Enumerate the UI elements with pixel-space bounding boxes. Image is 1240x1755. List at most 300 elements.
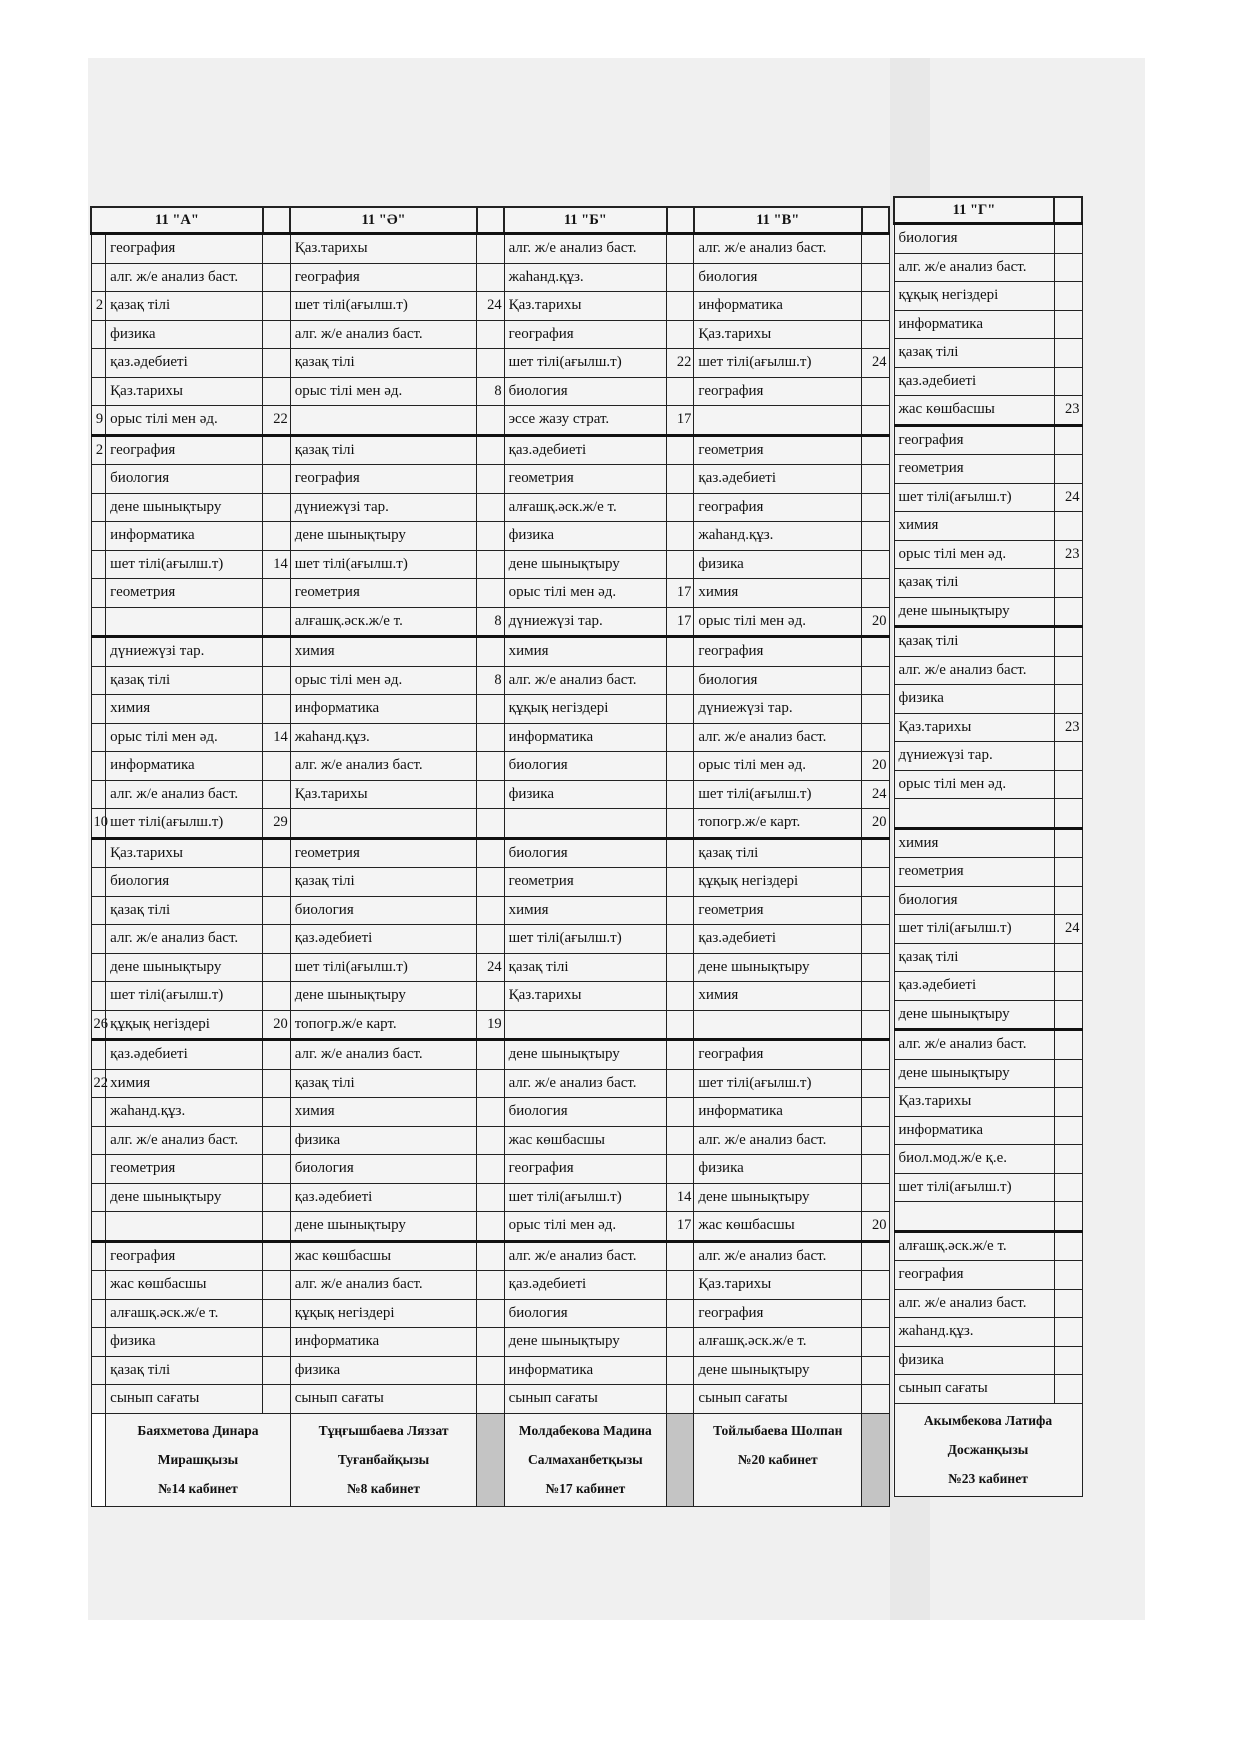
lesson-subject: алг. ж/е анализ баст. <box>894 1289 1054 1318</box>
lesson-room <box>862 522 889 551</box>
lesson-subject: дене шынықтыру <box>290 982 477 1011</box>
lesson-room <box>1054 1088 1082 1117</box>
lesson-room <box>667 1155 694 1184</box>
lesson-subject: алг. ж/е анализ баст. <box>694 1126 862 1155</box>
lesson-subject: алг. ж/е анализ баст. <box>106 780 263 809</box>
row-room-number <box>91 1328 106 1357</box>
lesson-room <box>263 982 290 1011</box>
lesson-subject: дене шынықтыру <box>504 550 667 579</box>
lesson-subject: құқық негіздері <box>504 695 667 724</box>
lesson-row <box>894 569 1082 598</box>
lesson-room <box>667 1098 694 1127</box>
lesson-subject: геометрия <box>106 579 263 608</box>
lesson-row <box>91 263 889 292</box>
lesson-subject <box>894 1202 1054 1232</box>
lesson-subject: информатика <box>106 752 263 781</box>
teacher-name-line: Акымбекова Латифа <box>923 1412 1053 1428</box>
lesson-subject: география <box>504 320 667 349</box>
row-room-number <box>91 1155 106 1184</box>
lesson-room <box>667 1069 694 1098</box>
lesson-subject: дене шынықтыру <box>504 1040 667 1070</box>
lesson-subject: дене шынықтыру <box>694 953 862 982</box>
lesson-room: 24 <box>862 780 889 809</box>
schedule-table-main <box>90 206 890 1507</box>
row-room-number <box>91 1040 106 1070</box>
lesson-subject: құқық негіздері <box>694 868 862 897</box>
lesson-subject: химия <box>290 1098 477 1127</box>
lesson-room <box>862 1299 889 1328</box>
lesson-room <box>862 868 889 897</box>
teacher-name-line: Молдабекова Мадина <box>518 1422 652 1438</box>
lesson-row <box>91 1126 889 1155</box>
lesson-room <box>862 1126 889 1155</box>
lesson-row <box>894 1318 1082 1347</box>
lesson-room <box>862 1328 889 1357</box>
lesson-room <box>667 377 694 406</box>
lesson-room <box>263 953 290 982</box>
lesson-subject: биология <box>290 1155 477 1184</box>
lesson-row <box>894 1173 1082 1202</box>
lesson-subject: құқық негіздері <box>106 1010 263 1040</box>
lesson-room: 17 <box>667 607 694 637</box>
lesson-row <box>91 1212 889 1242</box>
lesson-subject: сынып сағаты <box>694 1385 862 1414</box>
lesson-row <box>91 1385 889 1414</box>
lesson-subject: Қаз.тарихы <box>694 1271 862 1300</box>
lesson-subject: информатика <box>694 1098 862 1127</box>
lesson-room <box>862 465 889 494</box>
header-row <box>91 207 889 234</box>
lesson-room <box>263 1356 290 1385</box>
lesson-room <box>477 1069 504 1098</box>
lesson-room <box>263 579 290 608</box>
lesson-room: 24 <box>862 349 889 378</box>
lesson-row <box>91 1241 889 1271</box>
row-room-number <box>91 1271 106 1300</box>
lesson-row <box>894 1289 1082 1318</box>
lesson-subject: дүниежүзі тар. <box>290 493 477 522</box>
lesson-subject: орыс тілі мен әд. <box>290 377 477 406</box>
lesson-room <box>477 320 504 349</box>
lesson-room: 23 <box>1054 713 1082 742</box>
lesson-subject: алғашқ.әск.ж/е т. <box>106 1299 263 1328</box>
lesson-subject: шет тілі(ағылш.т) <box>106 550 263 579</box>
lesson-subject: дене шынықтыру <box>106 953 263 982</box>
lesson-room <box>477 809 504 839</box>
header-blank-cell <box>263 207 290 234</box>
lesson-subject: алғашқ.әск.ж/е т. <box>694 1328 862 1357</box>
lesson-room <box>263 465 290 494</box>
lesson-row <box>894 1231 1082 1261</box>
lesson-subject: қазақ тілі <box>106 896 263 925</box>
lesson-room <box>862 1271 889 1300</box>
lesson-row <box>91 607 889 637</box>
lesson-subject: қаз.әдебиеті <box>290 1183 477 1212</box>
footer-shade-cell <box>91 1413 106 1506</box>
lesson-row <box>91 925 889 954</box>
header-blank-cell <box>1054 197 1082 224</box>
lesson-row <box>894 483 1082 512</box>
lesson-subject: биология <box>504 377 667 406</box>
lesson-room <box>667 809 694 839</box>
lesson-room <box>1054 1289 1082 1318</box>
lesson-subject: дене шынықтыру <box>694 1356 862 1385</box>
lesson-subject: физика <box>694 1155 862 1184</box>
lesson-room <box>1054 425 1082 455</box>
lesson-subject: жас көшбасшы <box>106 1271 263 1300</box>
lesson-room <box>263 666 290 695</box>
lesson-room <box>263 377 290 406</box>
lesson-subject: Қаз.тарихы <box>504 982 667 1011</box>
lesson-subject: география <box>694 1040 862 1070</box>
lesson-row <box>894 425 1082 455</box>
row-room-number <box>91 1212 106 1242</box>
lesson-room <box>477 1241 504 1271</box>
lesson-room <box>667 1356 694 1385</box>
lesson-row <box>894 455 1082 484</box>
lesson-room: 24 <box>477 292 504 321</box>
lesson-room <box>477 1212 504 1242</box>
lesson-room <box>862 377 889 406</box>
lesson-subject: құқық негіздері <box>290 1299 477 1328</box>
lesson-room <box>477 579 504 608</box>
lesson-room <box>1054 1231 1082 1261</box>
lesson-room <box>1054 943 1082 972</box>
lesson-room <box>667 953 694 982</box>
lesson-subject: физика <box>504 780 667 809</box>
lesson-row <box>91 1183 889 1212</box>
lesson-room <box>263 493 290 522</box>
lesson-room <box>477 349 504 378</box>
lesson-subject <box>290 406 477 436</box>
lesson-room <box>477 780 504 809</box>
row-room-number <box>91 780 106 809</box>
row-room-number <box>91 637 106 667</box>
row-room-number <box>91 550 106 579</box>
lesson-subject: биология <box>504 1299 667 1328</box>
lesson-row <box>91 1328 889 1357</box>
lesson-subject: дене шынықтыру <box>894 1059 1054 1088</box>
lesson-subject: химия <box>694 579 862 608</box>
lesson-subject: биология <box>894 224 1054 254</box>
cabinet-number: №8 кабинет <box>347 1480 420 1496</box>
lesson-subject: алг. ж/е анализ баст. <box>894 656 1054 685</box>
lesson-row <box>91 809 889 839</box>
lesson-row <box>894 742 1082 771</box>
lesson-room <box>862 493 889 522</box>
lesson-subject: биология <box>504 752 667 781</box>
lesson-subject: биология <box>694 666 862 695</box>
lesson-subject: информатика <box>290 695 477 724</box>
lesson-subject: география <box>894 425 1054 455</box>
lesson-subject: қаз.әдебиеті <box>106 349 263 378</box>
lesson-room: 20 <box>862 752 889 781</box>
lesson-subject: алг. ж/е анализ баст. <box>504 1241 667 1271</box>
lesson-room <box>477 1126 504 1155</box>
lesson-room <box>667 780 694 809</box>
cabinet-number: №14 кабинет <box>158 1480 238 1496</box>
lesson-room: 8 <box>477 666 504 695</box>
lesson-row <box>91 1010 889 1040</box>
row-room-number: 22 <box>91 1069 106 1098</box>
row-room-number <box>91 695 106 724</box>
lesson-room <box>667 550 694 579</box>
lesson-room <box>862 1155 889 1184</box>
lesson-subject: қазақ тілі <box>694 838 862 868</box>
lesson-room <box>477 1040 504 1070</box>
lesson-room <box>1054 1116 1082 1145</box>
lesson-subject: қазақ тілі <box>290 1069 477 1098</box>
lesson-row <box>91 1271 889 1300</box>
lesson-row <box>894 656 1082 685</box>
lesson-subject: физика <box>504 522 667 551</box>
lesson-room <box>477 925 504 954</box>
lesson-subject: орыс тілі мен әд. <box>504 1212 667 1242</box>
teacher-row <box>91 1413 889 1506</box>
lesson-room <box>667 723 694 752</box>
lesson-room <box>667 522 694 551</box>
lesson-subject: химия <box>504 637 667 667</box>
lesson-room: 14 <box>667 1183 694 1212</box>
lesson-subject: қаз.әдебиеті <box>694 925 862 954</box>
lesson-subject: Қаз.тарихы <box>894 713 1054 742</box>
lesson-subject: биология <box>504 838 667 868</box>
lesson-subject: геометрия <box>290 838 477 868</box>
lesson-room <box>477 1328 504 1357</box>
lesson-room <box>477 1183 504 1212</box>
lesson-subject: алг. ж/е анализ баст. <box>106 1126 263 1155</box>
lesson-subject: биология <box>694 263 862 292</box>
lesson-room <box>263 1241 290 1271</box>
lesson-room <box>667 1271 694 1300</box>
lesson-subject: қазақ тілі <box>106 1356 263 1385</box>
lesson-row <box>894 396 1082 426</box>
lesson-room <box>263 234 290 264</box>
row-room-number <box>91 1299 106 1328</box>
lesson-subject: дене шынықтыру <box>694 1183 862 1212</box>
lesson-row <box>91 1356 889 1385</box>
row-room-number <box>91 1126 106 1155</box>
teacher-info <box>694 1413 862 1506</box>
lesson-row <box>894 512 1082 541</box>
lesson-row <box>894 1088 1082 1117</box>
lesson-subject: шет тілі(ағылш.т) <box>894 915 1054 944</box>
lesson-subject: дене шынықтыру <box>504 1328 667 1357</box>
lesson-room <box>862 925 889 954</box>
lesson-subject: информатика <box>290 1328 477 1357</box>
row-room-number <box>91 1241 106 1271</box>
lesson-row <box>894 1375 1082 1404</box>
lesson-subject: дүниежүзі тар. <box>504 607 667 637</box>
lesson-subject: алг. ж/е анализ баст. <box>694 234 862 264</box>
lesson-subject <box>106 607 263 637</box>
lesson-subject: шет тілі(ағылш.т) <box>694 780 862 809</box>
lesson-subject: дене шынықтыру <box>290 522 477 551</box>
row-room-number <box>91 752 106 781</box>
lesson-room: 23 <box>1054 540 1082 569</box>
lesson-subject: информатика <box>504 723 667 752</box>
class-header: 11 "В" <box>694 207 862 234</box>
lesson-subject: дүниежүзі тар. <box>106 637 263 667</box>
lesson-room: 20 <box>263 1010 290 1040</box>
lesson-subject: Қаз.тарихы <box>106 377 263 406</box>
lesson-room <box>862 695 889 724</box>
lesson-row <box>91 780 889 809</box>
lesson-subject: биология <box>290 896 477 925</box>
lesson-subject: физика <box>894 685 1054 714</box>
lesson-row <box>894 886 1082 915</box>
lesson-subject: эссе жазу страт. <box>504 406 667 436</box>
header-blank-cell <box>477 207 504 234</box>
lesson-room <box>862 263 889 292</box>
lesson-room <box>263 752 290 781</box>
row-room-number <box>91 982 106 1011</box>
row-room-number <box>91 320 106 349</box>
row-room-number <box>91 234 106 264</box>
lesson-subject: қаз.әдебиеті <box>504 1271 667 1300</box>
lesson-room <box>477 1155 504 1184</box>
lesson-subject: жас көшбасшы <box>504 1126 667 1155</box>
lesson-subject: қаз.әдебиеті <box>290 925 477 954</box>
lesson-subject: шет тілі(ағылш.т) <box>694 349 862 378</box>
lesson-room <box>477 263 504 292</box>
lesson-room <box>477 695 504 724</box>
teacher-name-line: Тойлыбаева Шолпан <box>713 1422 843 1438</box>
lesson-row <box>91 435 889 465</box>
lesson-room <box>477 234 504 264</box>
lesson-room <box>263 1328 290 1357</box>
teacher-name-line: Тұңғышбаева Ляззат <box>318 1422 449 1438</box>
lesson-room <box>667 1010 694 1040</box>
lesson-subject: дүниежүзі тар. <box>894 742 1054 771</box>
lesson-room <box>667 1126 694 1155</box>
lesson-room <box>263 1299 290 1328</box>
lesson-row <box>894 858 1082 887</box>
lesson-room <box>1054 1375 1082 1404</box>
lesson-subject: алг. ж/е анализ баст. <box>290 320 477 349</box>
lesson-room <box>1054 1261 1082 1290</box>
lesson-room <box>263 292 290 321</box>
lesson-room <box>1054 224 1082 254</box>
row-room-number <box>91 925 106 954</box>
lesson-subject: физика <box>290 1126 477 1155</box>
header-blank-cell <box>667 207 694 234</box>
lesson-room <box>1054 1318 1082 1347</box>
lesson-room <box>477 1271 504 1300</box>
lesson-subject: қазақ тілі <box>106 292 263 321</box>
lesson-subject: орыс тілі мен әд. <box>504 579 667 608</box>
row-room-number <box>91 723 106 752</box>
lesson-subject: орыс тілі мен әд. <box>894 540 1054 569</box>
lesson-subject: география <box>290 465 477 494</box>
lesson-room: 22 <box>263 406 290 436</box>
lesson-subject: география <box>694 1299 862 1328</box>
teacher-info <box>894 1403 1082 1496</box>
row-room-number: 9 <box>91 406 106 436</box>
lesson-room <box>477 465 504 494</box>
lesson-subject: Қаз.тарихы <box>290 780 477 809</box>
lesson-room <box>667 292 694 321</box>
lesson-row <box>91 637 889 667</box>
lesson-subject: география <box>894 1261 1054 1290</box>
lesson-subject: жаһанд.құз. <box>504 263 667 292</box>
lesson-room <box>667 982 694 1011</box>
lesson-room <box>667 637 694 667</box>
lesson-row <box>91 349 889 378</box>
row-room-number <box>91 1098 106 1127</box>
lesson-subject: биол.мод.ж/е қ.е. <box>894 1145 1054 1174</box>
lesson-room <box>263 695 290 724</box>
lesson-subject: орыс тілі мен әд. <box>106 406 263 436</box>
lesson-room <box>667 695 694 724</box>
row-room-number: 2 <box>91 292 106 321</box>
lesson-room <box>263 868 290 897</box>
lesson-room <box>1054 512 1082 541</box>
lesson-subject: шет тілі(ағылш.т) <box>504 1183 667 1212</box>
footer-shade-cell <box>477 1413 504 1506</box>
lesson-row <box>894 597 1082 627</box>
lesson-subject: Қаз.тарихы <box>290 234 477 264</box>
lesson-room <box>1054 367 1082 396</box>
lesson-row <box>91 896 889 925</box>
lesson-subject: топогр.ж/е карт. <box>290 1010 477 1040</box>
lesson-row <box>91 752 889 781</box>
lesson-subject: сынып сағаты <box>504 1385 667 1414</box>
lesson-subject <box>694 406 862 436</box>
lesson-subject: информатика <box>106 522 263 551</box>
lesson-subject: жаһанд.құз. <box>694 522 862 551</box>
lesson-room <box>1054 1059 1082 1088</box>
row-room-number <box>91 263 106 292</box>
lesson-room <box>862 579 889 608</box>
lesson-subject: биология <box>504 1098 667 1127</box>
lesson-subject: дене шынықтыру <box>106 1183 263 1212</box>
schedule-table-11g <box>893 196 1083 1497</box>
lesson-room: 19 <box>477 1010 504 1040</box>
lesson-subject: орыс тілі мен әд. <box>894 770 1054 799</box>
lesson-row <box>894 799 1082 829</box>
lesson-subject: география <box>106 1241 263 1271</box>
class-header: 11 "Г" <box>894 197 1054 224</box>
lesson-room <box>263 320 290 349</box>
lesson-room: 20 <box>862 809 889 839</box>
lesson-room <box>477 1098 504 1127</box>
lesson-subject: қазақ тілі <box>894 569 1054 598</box>
lesson-row <box>91 465 889 494</box>
lesson-row <box>91 493 889 522</box>
lesson-subject: алг. ж/е анализ баст. <box>504 234 667 264</box>
lesson-subject: химия <box>894 512 1054 541</box>
lesson-row <box>91 695 889 724</box>
lesson-subject: физика <box>894 1346 1054 1375</box>
lesson-subject: алг. ж/е анализ баст. <box>504 666 667 695</box>
lesson-room: 24 <box>477 953 504 982</box>
lesson-room <box>667 1328 694 1357</box>
lesson-room: 8 <box>477 377 504 406</box>
class-header: 11 "Ә" <box>290 207 477 234</box>
row-room-number <box>91 522 106 551</box>
lesson-row <box>894 713 1082 742</box>
lesson-room <box>862 637 889 667</box>
lesson-room <box>1054 1000 1082 1030</box>
lesson-subject: шет тілі(ағылш.т) <box>894 483 1054 512</box>
lesson-row <box>894 915 1082 944</box>
lesson-subject: дене шынықтыру <box>290 1212 477 1242</box>
lesson-room <box>862 320 889 349</box>
lesson-row <box>91 868 889 897</box>
lesson-room <box>477 1385 504 1414</box>
lesson-row <box>91 1155 889 1184</box>
